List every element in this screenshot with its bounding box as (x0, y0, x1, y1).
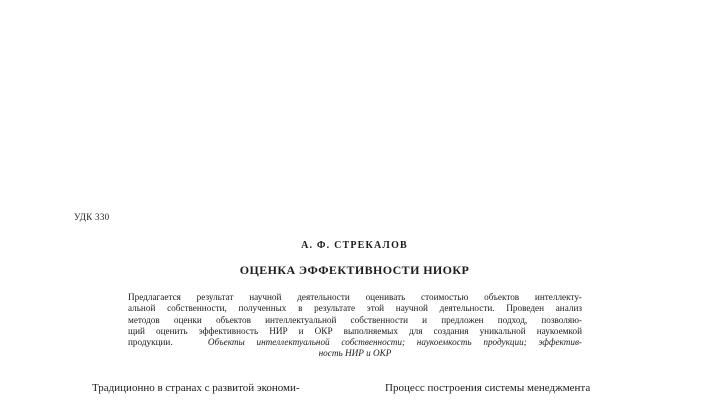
article-title: ОЦЕНКА ЭФФЕКТИВНОСТИ НИОКР (239, 263, 470, 277)
body-right-line: Процесс построения системы менеджмента (385, 382, 591, 394)
udk-code: УДК 330 (74, 212, 110, 222)
abstract-end-text: продукции. (128, 337, 173, 348)
abstract-line: щий оценить эффективность НИР и ОКР выполняемых для создания уникальной наукоемкой (128, 325, 582, 336)
abstract-line: методов оценки объектов интеллектуальной собственности и предложен подход, позволяю- (128, 314, 582, 325)
abstract-line: альной собственности, полученных в результате этой научной деятельности. Проведен анализ (128, 303, 582, 314)
body-left-column (74, 381, 344, 395)
author-name: А. Ф. СТРЕКАЛОВ (301, 240, 408, 251)
abstract-line-keywords (128, 337, 582, 348)
abstract-line: Предлагается результат научной деятельности оценивать стоимостью объектов интеллекту- (128, 292, 582, 302)
keywords: Объекты интеллектуальной собственности; наукоемкость продукции; эффектив- (207, 337, 582, 348)
keywords-continued: ность НИР и ОКР (318, 348, 392, 359)
body-left-line: Традиционно в странах с развитой экономи- (92, 382, 300, 394)
abstract (128, 292, 582, 360)
body-right-column (367, 381, 635, 395)
